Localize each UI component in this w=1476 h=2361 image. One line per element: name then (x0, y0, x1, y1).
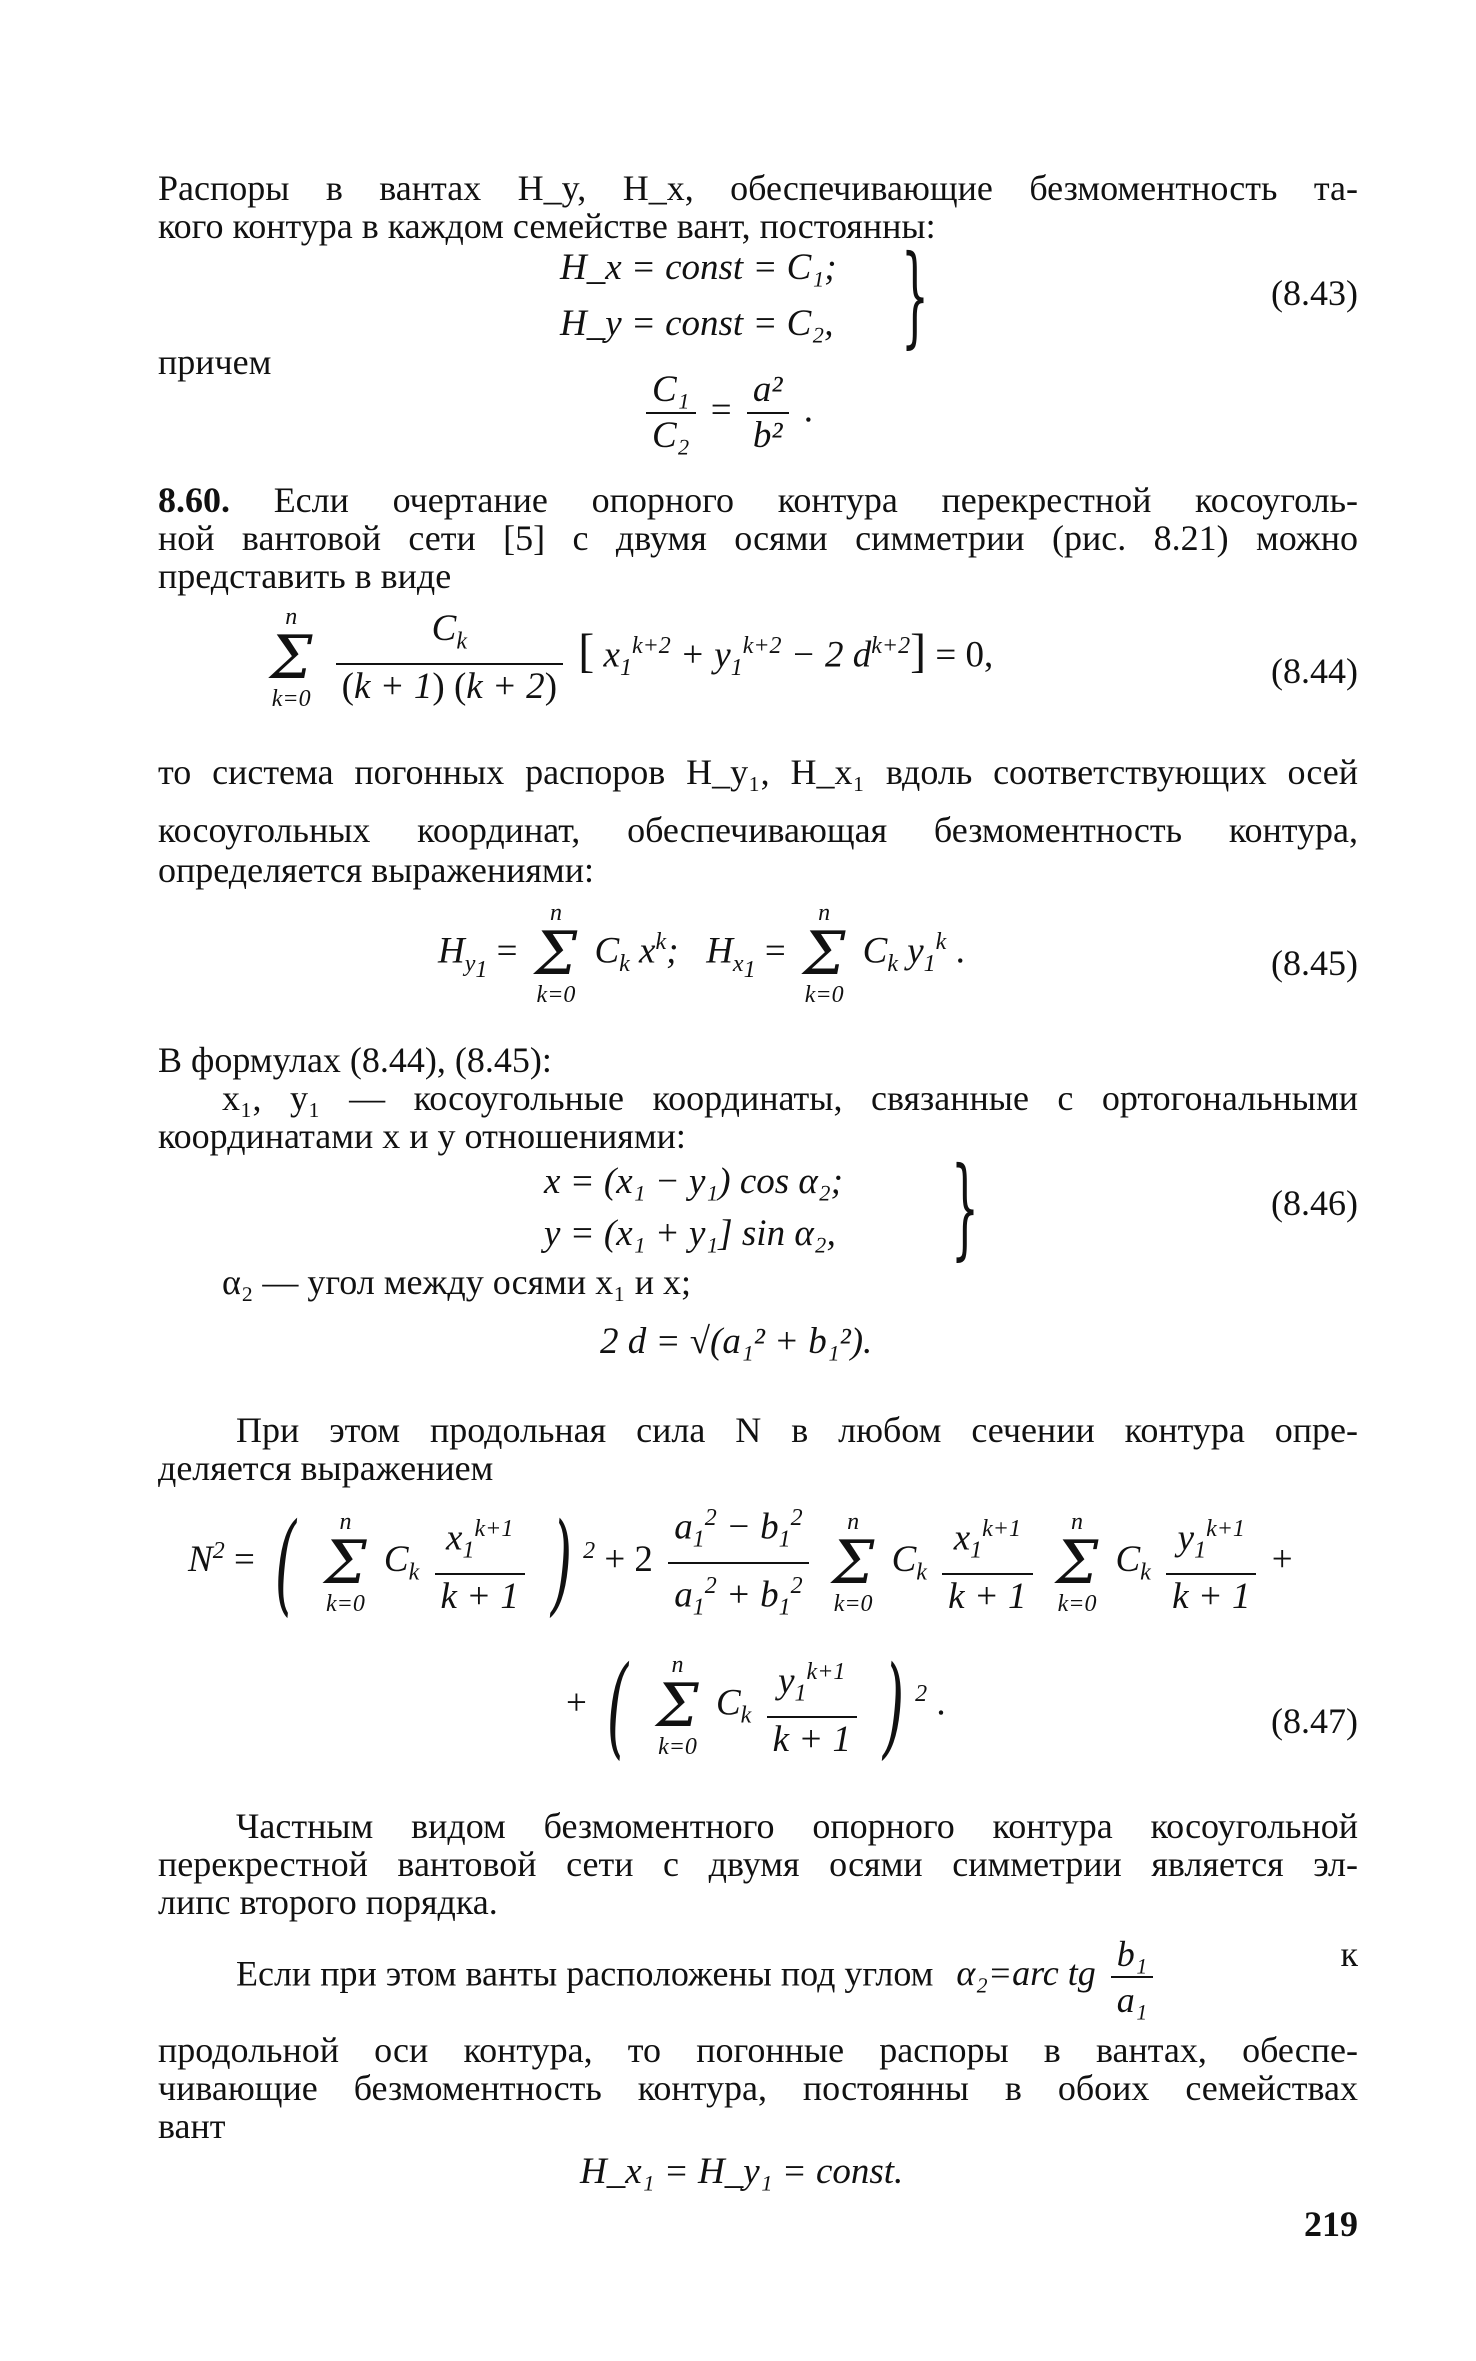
text-line: представить в виде (158, 556, 452, 596)
equation-2d: 2 d = √(a₁² + b₁²). (600, 1321, 873, 1362)
text-line: перекрестной вантовой сети с двумя осями симметрии является эл- (158, 1844, 1358, 1884)
fraction-numerator: b₁ (1111, 1932, 1154, 1978)
equation-8-46-line-2: y = (x₁ + y₁] sin α₂, (544, 1213, 836, 1254)
fraction-denominator: C₂ (652, 415, 690, 456)
text-line: косоугольных координат, обеспечивающая безмоментность контура, (158, 810, 1358, 850)
text-line: определяется выражениями: (158, 850, 594, 890)
angle-formula: α₂=arc tg (956, 1953, 1096, 1994)
text-line: липс второго порядка. (158, 1882, 498, 1922)
text-line: кого контура в каждом семействе вант, постоянны: (158, 206, 936, 246)
right-brace: } (901, 231, 929, 359)
text-line-with-formula (236, 1932, 1358, 2022)
text-line: x₁, y₁ — косоугольные координаты, связанные с ортогональными (222, 1078, 1358, 1118)
text-line: α₂ — угол между осями x₁ и x; (222, 1262, 692, 1302)
ratio-equation: $\frac{\text{C₁}}{\text{C₂}}$ = $\frac{\text{a²}}{\text{b²}}$ . (640, 368, 813, 458)
text-line: деляется выражением (158, 1448, 494, 1488)
equation-number: (8.44) (1271, 651, 1358, 691)
fraction-numerator: C₁ (646, 368, 696, 414)
equation-8-47-line-2: + ( n Σ k=0 $C_k$ $\frac{y_1^{k+1}}{k + 1}$ ) $^2$ . (566, 1641, 946, 1770)
text-line: Распоры в вантах H_y, H_x, обеспечивающие безмоментность та- (158, 168, 1358, 208)
text-line: Частным видом безмоментного опорного контура косоугольной (236, 1806, 1358, 1846)
equation-number: (8.43) (1271, 273, 1358, 313)
text-span: Если при этом ванты расположены под углом (236, 1953, 934, 1994)
text-line: причем (158, 342, 272, 382)
fraction-denominator: a₁ (1116, 1980, 1148, 2020)
right-brace: } (951, 1143, 979, 1271)
text-line: В формулах (8.44), (8.45): (158, 1040, 552, 1080)
fraction-denominator: b² (752, 415, 783, 456)
equation-number: (8.45) (1271, 943, 1358, 983)
equation-8-45: $H_{y_1}$ = n Σ k=0 $C_k$ $x^k$; $H_{x_1}$ = n Σ k=0 $C_k$ $y_1^k$ . (438, 900, 965, 1008)
text-line (158, 480, 1358, 520)
equation-final: H_x₁ = H_y₁ = const. (580, 2151, 904, 2192)
equation-number: (8.46) (1271, 1183, 1358, 1223)
section-label: 8.60. (158, 480, 230, 520)
equation-number: (8.47) (1271, 1701, 1358, 1741)
text-span: Если очертание опорного контура перекрестной косоуголь- (273, 480, 1358, 520)
fraction-numerator: a² (747, 368, 789, 414)
text-line: ной вантовой сети [5] с двумя осями симметрии (рис. 8.21) можно (158, 518, 1358, 558)
text-line: чивающие безмоментность контура, постоянны в обоих семействах (158, 2068, 1358, 2108)
equation-8-43-line-2: H_y = const = C₂, (560, 303, 834, 344)
text-line: координатами x и y отношениями: (158, 1116, 686, 1156)
equation-8-44: n Σ k=0 $\frac{C_k}{(k + 1) (k + 2)}$ [ $x_1^{k+2} + y_1^{k+2} - 2$ $d^{k+2}] = 0$, (270, 604, 994, 712)
page-number: 219 (1304, 2204, 1358, 2244)
text-span: к (1340, 1934, 1358, 1974)
text-line: вант (158, 2106, 226, 2146)
text-line: При этом продольная сила N в любом сечении контура опре- (236, 1410, 1358, 1450)
equation-8-43-line-1: H_x = const = C₁; (560, 247, 837, 288)
equation-8-47-line-1: $N^2$ = ( n Σ k=0 $C_k$ $\frac{x_1^{k+1}}{k + 1}$ ) $^2$ + 2 $\frac{a_1^2 - b_1^2}{a_1^2 + b_1^2}$ n Σ k=0 $C_k$ $\frac{x_1^{k+1}}{k + 1}$ n Σ k=0 $C_k$ $\frac{y_1^{k+1}}{k + 1}$ + (188, 1496, 1293, 1629)
equation-8-46-line-1: x = (x₁ − y₁) cos α₂; (544, 1161, 843, 1202)
text-line: то система погонных распоров H_y₁, H_x₁ вдоль соответствующих осей (158, 752, 1358, 792)
text-line: продольной оси контура, то погонные распоры в вантах, обеспе- (158, 2030, 1358, 2070)
